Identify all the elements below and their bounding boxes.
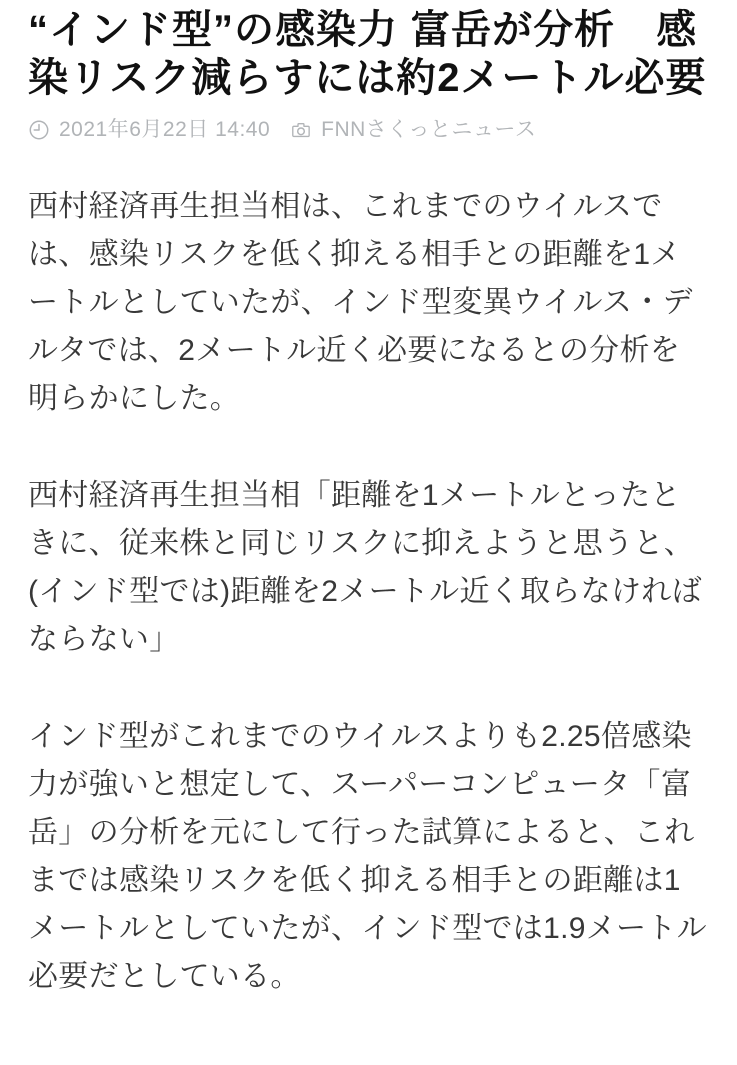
article-body xyxy=(28,183,707,1001)
article-paragraph: 西村経済再生担当相は、これまでのウイルスでは、感染リスクを低く抑える相手との距離を1メートルとしていたが、インド型変異ウイルス・デルタでは、2メートル近く必要になるとの分析を明らかにした。 xyxy=(28,190,693,415)
article-meta xyxy=(28,117,707,143)
camera-icon xyxy=(290,119,312,141)
article-paragraph: 西村経済再生担当相「距離を1メートルとったときに、従来株と同じリスクに抑えようと思うと、(インド型では)距離を2メートル近く取らなければならない」 xyxy=(28,479,702,656)
article-headline: “インド型”の感染力 富岳が分析 感染リスク減らすには約2メートル必要 xyxy=(28,8,707,100)
clock-icon xyxy=(28,119,50,141)
publish-datetime: 2021年6月22日 14:40 xyxy=(59,118,271,141)
news-source: FNNさくっとニュース xyxy=(321,118,537,141)
article-paragraph: インド型がこれまでのウイルスよりも2.25倍感染力が強いと想定して、スーパーコンピュータ「富岳」の分析を元にして行った試算によると、これまでは感染リスクを低く抑える相手との距離は1メートルとしていたが、インド型では1.9メートル必要だとしている。 xyxy=(28,720,707,993)
